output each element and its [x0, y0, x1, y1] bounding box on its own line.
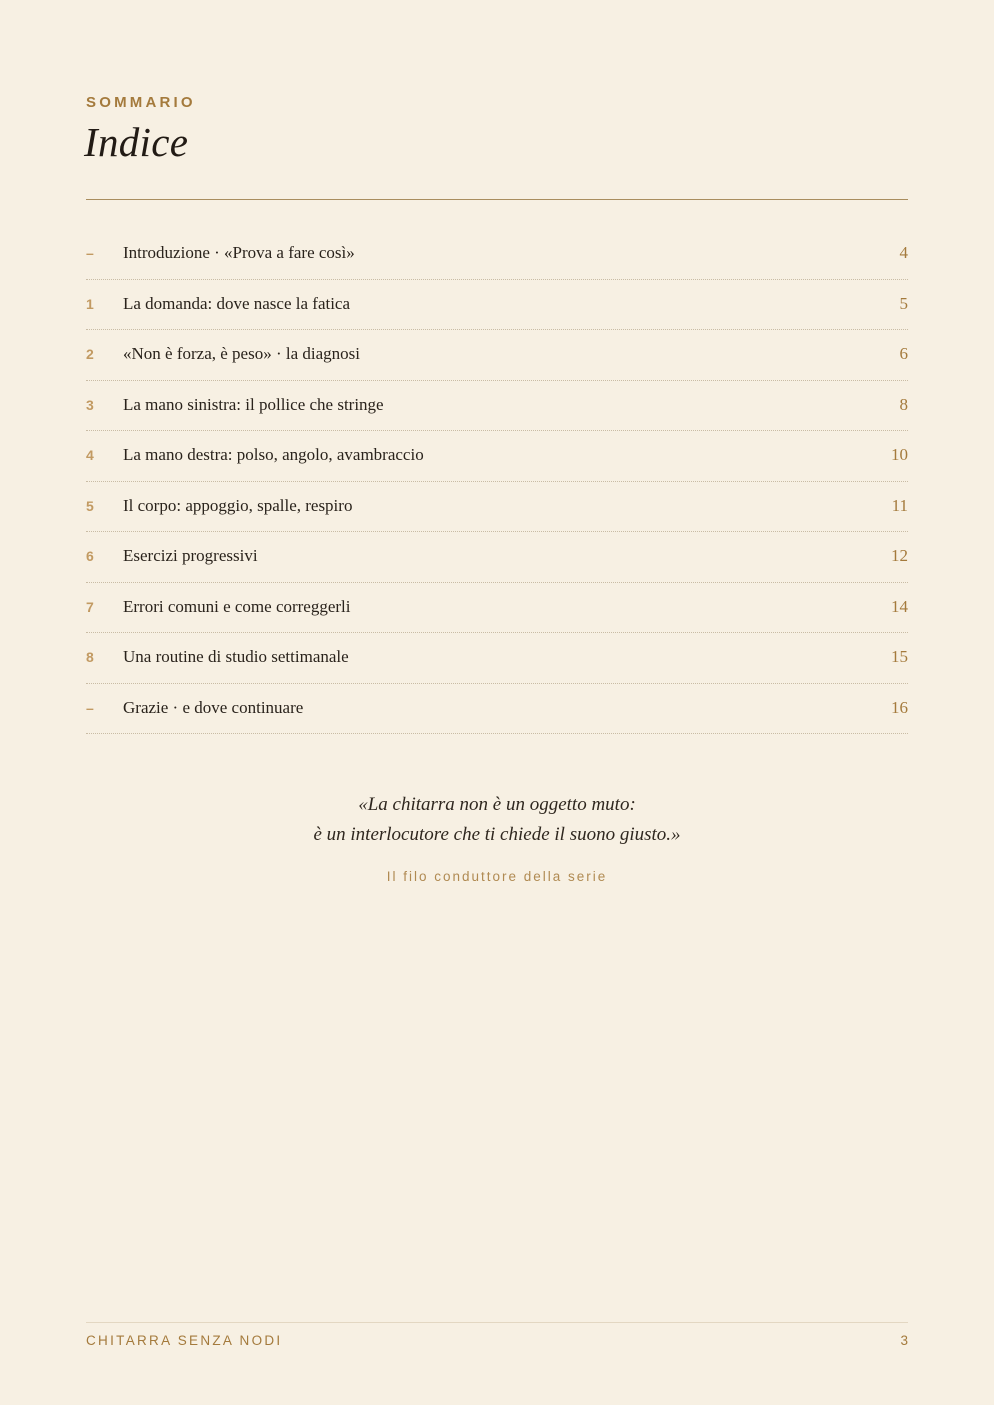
toc-entry-number: 1: [86, 295, 94, 312]
toc-entry-chapter-7[interactable]: [86, 583, 908, 634]
toc-entry-title: «Non è forza, è peso» · la diagnosi: [123, 344, 360, 363]
toc-entry-chapter-2[interactable]: [86, 330, 908, 381]
toc-entry-number: 7: [86, 598, 94, 615]
page-title: Indice: [84, 119, 189, 165]
section-kicker: SOMMARIO: [86, 94, 196, 111]
toc-entry-chapter-1[interactable]: [86, 280, 908, 331]
toc-entry-title: La domanda: dove nasce la fatica: [123, 293, 351, 313]
toc-entry-number: 6: [86, 548, 94, 564]
running-footer-title: CHITARRA SENZA NODI: [86, 1333, 283, 1348]
toc-entry-chapter-4[interactable]: [86, 431, 908, 482]
toc-entry-chapter-5[interactable]: [86, 482, 908, 533]
toc-entry-chapter-3[interactable]: [86, 381, 908, 432]
toc-entry-thanks[interactable]: [86, 684, 908, 735]
toc-entry-page: 11: [891, 495, 908, 515]
toc-entry-page: 4: [899, 243, 908, 262]
toc-entry-title: Il corpo: appoggio, spalle, respiro: [123, 495, 353, 515]
table-of-contents: [86, 229, 908, 734]
toc-entry-number: 5: [86, 497, 94, 514]
toc-entry-title: Una routine di studio settimanale: [123, 647, 349, 666]
toc-entry-page: 14: [891, 596, 908, 616]
toc-entry-page: 5: [899, 293, 908, 313]
toc-entry-title: Grazie · e dove continuare: [123, 697, 304, 717]
toc-entry-page: 6: [899, 344, 908, 363]
toc-entry-number: 8: [86, 649, 94, 665]
toc-entry-title: Errori comuni e come correggerli: [123, 596, 351, 616]
toc-entry-title: Esercizi progressivi: [123, 546, 258, 565]
toc-entry-number: 3: [86, 396, 94, 413]
epigraph-attribution: Il filo conduttore della serie: [386, 869, 608, 884]
toc-entry-number: 2: [86, 346, 94, 362]
toc-entry-number: –: [86, 245, 94, 261]
epigraph-line-2: è un interlocutore che ti chiede il suono giusto.»: [313, 824, 681, 845]
toc-entry-page: 12: [891, 546, 908, 565]
page-number: 3: [900, 1333, 908, 1348]
toc-entry-page: 10: [891, 445, 908, 464]
toc-entry-chapter-8[interactable]: [86, 633, 908, 684]
toc-entry-page: 16: [891, 697, 908, 717]
toc-entry-title: La mano destra: polso, angolo, avambraccio: [123, 445, 424, 464]
toc-entry-title: Introduzione · «Prova a fare così»: [123, 243, 355, 262]
epigraph-line-1: «La chitarra non è un oggetto muto:: [358, 794, 636, 815]
toc-entry-number: –: [86, 699, 94, 716]
toc-entry-title: La mano sinistra: il pollice che stringe: [123, 394, 384, 414]
title-divider: [86, 199, 908, 200]
toc-entry-page: 8: [899, 394, 908, 414]
footer-divider: [86, 1322, 908, 1323]
toc-entry-chapter-6[interactable]: [86, 532, 908, 583]
toc-entry-number: 4: [86, 447, 94, 463]
toc-entry-intro[interactable]: [86, 229, 908, 280]
toc-entry-page: 15: [891, 647, 908, 666]
